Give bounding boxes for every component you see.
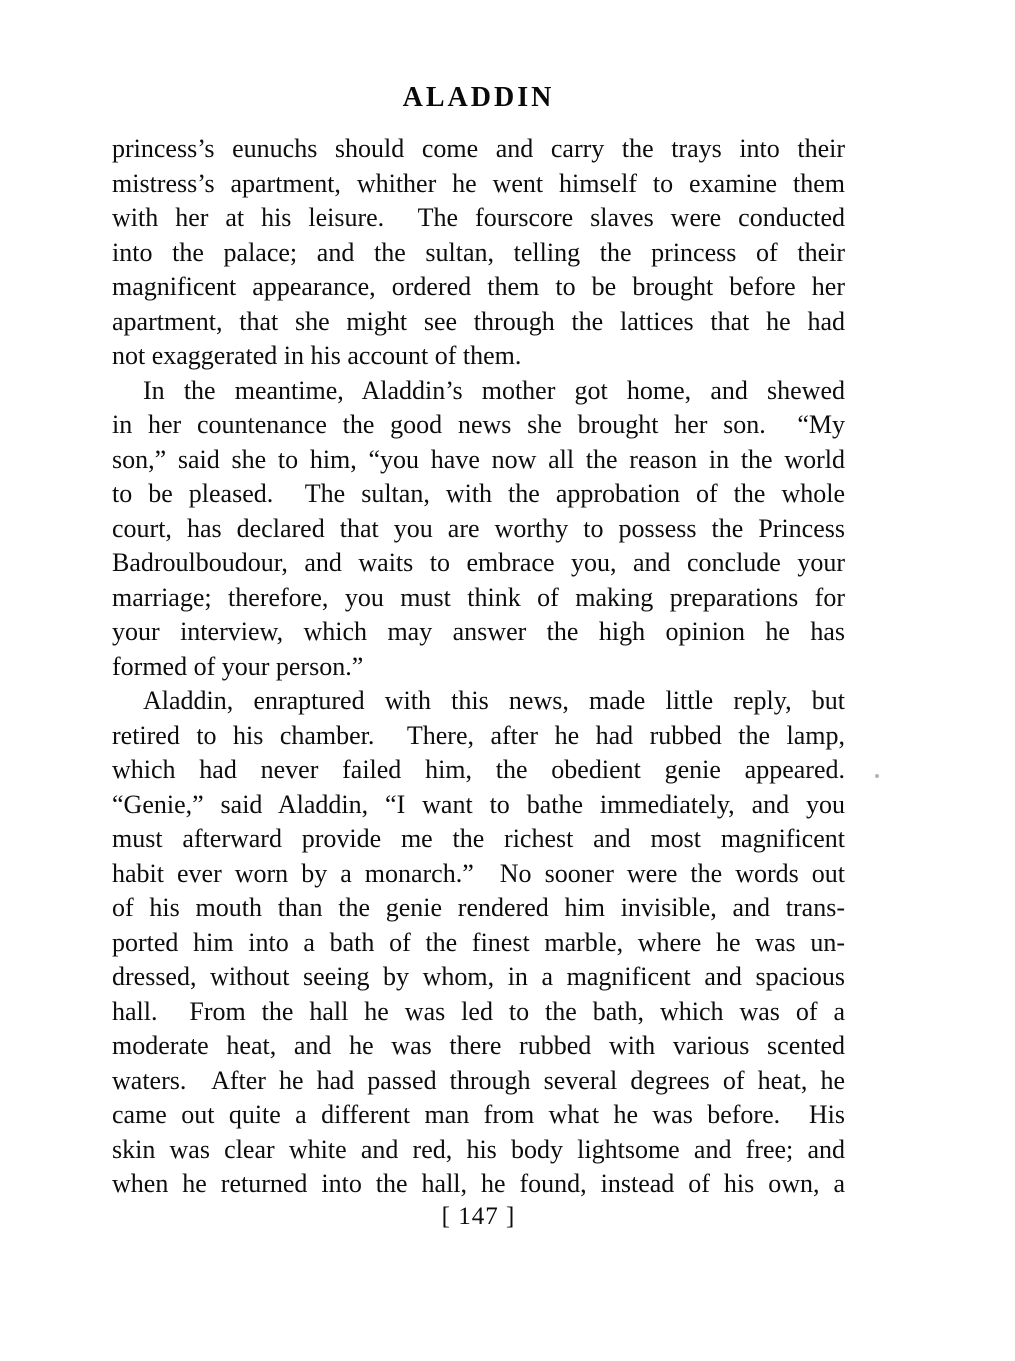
text-line: marriage; therefore, you must think of making preparations for <box>112 582 845 612</box>
text-line: not exaggerated in his account of them. <box>112 341 522 370</box>
text-line: skin was clear white and red, his body lightsome and free; and <box>112 1134 845 1164</box>
text-line: into the palace; and the sultan, telling the princess of their <box>112 237 845 267</box>
text-line: mistress’s apartment, whither he went himself to examine them <box>112 168 845 198</box>
text-line: retired to his chamber. There, after he had rubbed the lamp, <box>112 720 845 750</box>
text-line: In the meantime, Aladdin’s mother got home, and shewed <box>143 375 845 405</box>
text-line: your interview, which may answer the high opinion he has <box>112 617 845 646</box>
text-line: son,” said she to him, “you have now all the reason in the world <box>112 444 845 474</box>
scan-speck <box>875 774 879 778</box>
text-line: “Genie,” said Aladdin, “I want to bathe immediately, and you <box>112 789 845 819</box>
body-text <box>112 132 845 1202</box>
text-line: Badroulboudour, and waits to embrace you, and conclude your <box>112 548 845 577</box>
page-title: ALADDIN <box>402 82 555 113</box>
text-line: came out quite a different man from what he was before. His <box>112 1100 845 1129</box>
page-number: [ 147 ] <box>441 1203 516 1230</box>
text-line: hall. From the hall he was led to the bath, which was of a <box>112 996 845 1026</box>
text-line: with her at his leisure. The fourscore slaves were conducted <box>112 203 845 232</box>
text-line: formed of your person.” <box>112 651 364 681</box>
text-line: to be pleased. The sultan, with the approbation of the whole <box>112 479 845 508</box>
text-line: when he returned into the hall, he found, instead of his own, a <box>112 1169 845 1198</box>
text-line: princess’s eunuchs should come and carry the trays into their <box>112 134 845 163</box>
text-line: apartment, that she might see through the lattices that he had <box>112 306 845 336</box>
text-line: court, has declared that you are worthy to possess the Princess <box>112 513 845 543</box>
text-line: dressed, without seeing by whom, in a magnificent and spacious <box>112 962 845 991</box>
text-line: must afterward provide me the richest and most magnificent <box>112 824 845 853</box>
text-line: in her countenance the good news she brought her son. “My <box>112 410 845 439</box>
text-line: magnificent appearance, ordered them to be brought before her <box>112 272 845 301</box>
text-line: of his mouth than the genie rendered him invisible, and trans- <box>112 893 845 922</box>
text-line: waters. After he had passed through several degrees of heat, he <box>112 1065 845 1095</box>
text-line: habit ever worn by a monarch.” No sooner were the words out <box>112 858 845 888</box>
text-line: Aladdin, enraptured with this news, made little reply, but <box>143 686 845 715</box>
text-line: ported him into a bath of the finest marble, where he was un- <box>112 927 845 957</box>
text-line: which had never failed him, the obedient genie appeared. <box>112 755 845 784</box>
text-line: moderate heat, and he was there rubbed with various scented <box>112 1031 845 1060</box>
